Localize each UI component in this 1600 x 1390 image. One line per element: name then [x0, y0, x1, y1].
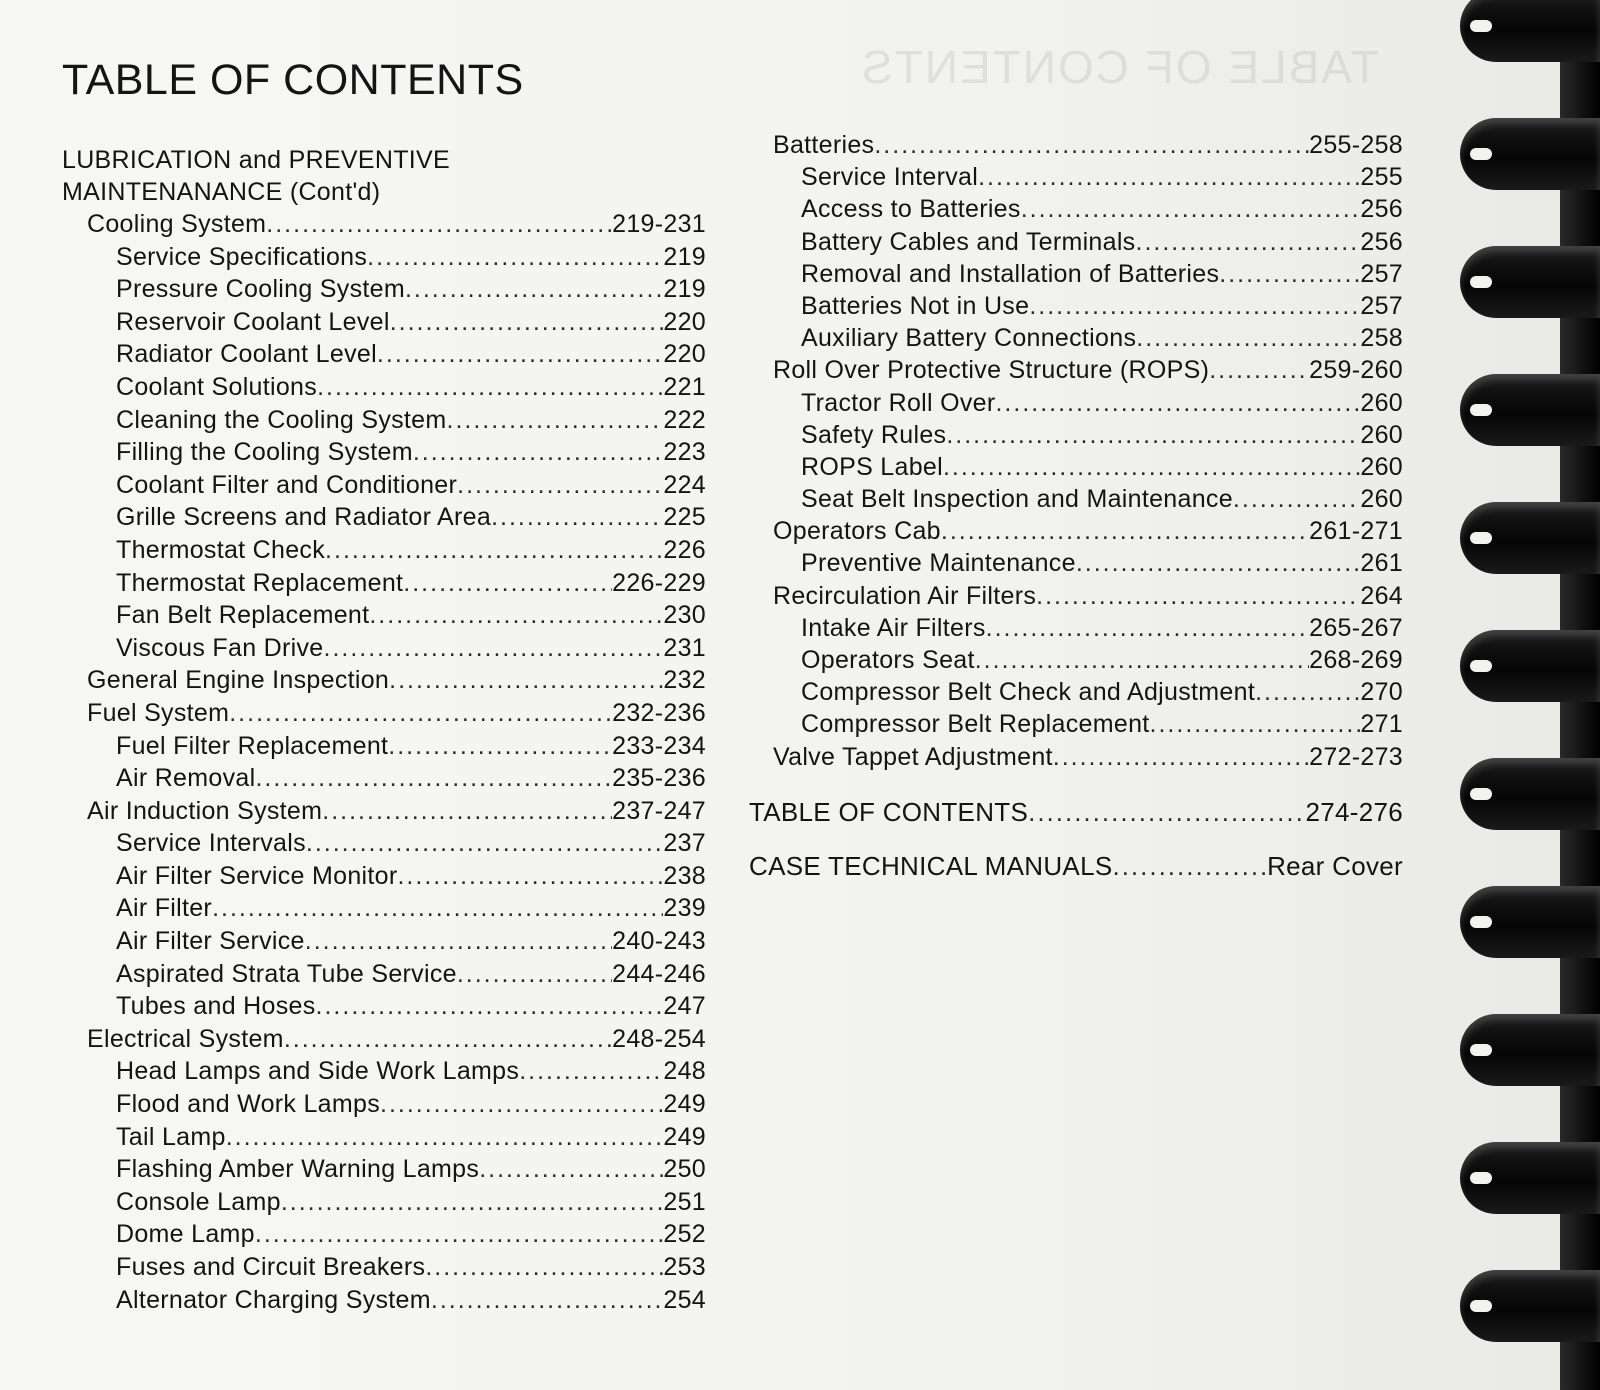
toc-entry-label: Valve Tappet Adjustment	[773, 742, 1053, 771]
leader-dots	[369, 601, 663, 630]
toc-entry-label: Air Filter Service	[116, 927, 305, 956]
toc-entry-page: 248	[663, 1057, 706, 1086]
leader-dots	[306, 829, 663, 858]
leader-dots	[1028, 797, 1305, 828]
toc-entry-label: Console Lamp	[116, 1187, 281, 1216]
leader-dots	[1233, 485, 1360, 514]
toc-entry	[773, 228, 1403, 260]
section-heading-line-1: LUBRICATION and PREVENTIVE	[62, 146, 450, 174]
leader-dots	[457, 471, 663, 500]
toc-entry	[62, 569, 706, 602]
toc-entry-label: Head Lamps and Side Work Lamps	[116, 1057, 520, 1086]
leader-dots	[317, 373, 663, 402]
leader-dots	[986, 614, 1310, 643]
toc-entry-label: Coolant Filter and Conditioner	[116, 470, 458, 499]
toc-entry-page: 220	[663, 340, 706, 369]
leader-dots	[941, 517, 1309, 546]
leader-dots	[1053, 743, 1309, 772]
bleed-through-text: TABLE OF CONTENTS	[860, 41, 1379, 93]
toc-entry	[62, 764, 706, 797]
toc-entry-label: Cleaning the Cooling System	[116, 405, 447, 434]
toc-entry-page: 219-231	[612, 210, 706, 238]
toc-entry	[62, 1155, 706, 1188]
toc-entry-label: CASE TECHNICAL MANUALS	[749, 850, 1113, 881]
toc-entry-page: 256	[1360, 195, 1403, 224]
section-heading-line-2: MAINTENANANCE (Cont'd)	[62, 178, 381, 206]
toc-entry-page: 223	[663, 438, 706, 467]
toc-entry-page: 237	[663, 829, 706, 858]
toc-entry-page: 232	[663, 666, 706, 695]
toc-entry-page: 260	[1360, 388, 1403, 417]
toc-entry	[773, 131, 1403, 163]
toc-entry-label: Seat Belt Inspection and Maintenance	[801, 485, 1233, 514]
toc-entry-label: Air Filter Service Monitor	[116, 861, 398, 890]
leader-dots	[519, 1057, 663, 1086]
toc-entry	[62, 666, 706, 699]
toc-entry-page: 260	[1360, 452, 1403, 481]
toc-entry-page: 219	[663, 275, 706, 304]
leader-dots	[1076, 549, 1361, 578]
toc-entry-page: 251	[663, 1187, 706, 1216]
toc-entry-page: 238	[663, 861, 706, 890]
toc-entry-page: 240-243	[612, 927, 706, 956]
toc-entry	[773, 453, 1403, 485]
toc-entry-label: TABLE OF CONTENTS	[749, 796, 1029, 827]
toc-entry-label: Compressor Belt Check and Adjustment	[801, 678, 1256, 707]
toc-entry-page: Rear Cover	[1267, 850, 1403, 881]
toc-entry-page: 271	[1360, 710, 1403, 739]
leader-dots	[403, 569, 612, 598]
toc-entry-label: Fuel Filter Replacement	[116, 731, 389, 760]
toc-entry-page: 274-276	[1305, 796, 1403, 827]
leader-dots	[1136, 324, 1360, 353]
toc-entry-page: 249	[663, 1122, 706, 1151]
toc-entry	[62, 797, 706, 830]
leader-dots	[281, 1188, 664, 1217]
toc-entry-label: Batteries	[773, 131, 875, 159]
toc-entry-label: Grille Screens and Radiator Area	[116, 503, 492, 532]
binding-ring	[1460, 118, 1600, 190]
toc-entry-label: Tubes and Hoses	[116, 992, 316, 1021]
leader-dots	[380, 1090, 663, 1119]
binding-ring	[1460, 374, 1600, 446]
toc-entry-page: 257	[1360, 291, 1403, 320]
leader-dots	[1255, 678, 1360, 707]
toc-entry-page: 233-234	[612, 731, 706, 760]
toc-entry	[773, 582, 1403, 614]
toc-entry	[62, 960, 706, 993]
toc-entry	[62, 210, 706, 243]
toc-entry-page: 222	[663, 405, 706, 434]
binding-ring	[1460, 246, 1600, 318]
toc-entry-label: Access to Batteries	[801, 195, 1021, 224]
leader-dots	[1036, 582, 1360, 611]
toc-entry	[62, 243, 706, 276]
toc-entry	[62, 373, 706, 406]
toc-left-column	[62, 146, 706, 1318]
toc-entry-label: Intake Air Filters	[801, 613, 986, 642]
toc-entry-label: Batteries Not in Use	[801, 291, 1030, 320]
toc-entry	[62, 992, 706, 1025]
leader-dots	[1209, 356, 1309, 385]
toc-list-right	[773, 131, 1403, 775]
toc-entry-page: 230	[663, 601, 706, 630]
leader-dots	[943, 453, 1360, 482]
toc-entry	[62, 829, 706, 862]
toc-entry-page: 264	[1360, 581, 1403, 610]
toc-entry-page: 226	[663, 535, 706, 564]
toc-entry	[62, 1090, 706, 1123]
toc-entry-label: Compressor Belt Replacement	[801, 710, 1150, 739]
toc-entry	[62, 438, 706, 471]
toc-entry	[773, 163, 1403, 195]
toc-entry	[62, 699, 706, 732]
leader-dots	[266, 210, 612, 239]
toc-entry-label: Service Intervals	[116, 829, 306, 858]
toc-entry	[62, 503, 706, 536]
leader-dots	[229, 699, 612, 728]
toc-list-major	[749, 796, 1403, 883]
toc-entry-page: 225	[663, 503, 706, 532]
toc-entry-page: 244-246	[612, 959, 706, 988]
binding-ring	[1460, 630, 1600, 702]
toc-entry-page: 255-258	[1309, 131, 1403, 159]
leader-dots	[431, 1286, 663, 1315]
toc-entry-label: ROPS Label	[801, 452, 943, 481]
toc-entry	[773, 678, 1403, 710]
toc-entry-label: Reservoir Coolant Level	[116, 307, 390, 336]
toc-entry-page: 257	[1360, 259, 1403, 288]
toc-entry-label: Viscous Fan Drive	[116, 633, 324, 662]
toc-entry-page: 252	[663, 1220, 706, 1249]
toc-entry-label: Preventive Maintenance	[801, 549, 1076, 578]
toc-entry-label: Fuel System	[87, 698, 230, 727]
binding-ring	[1460, 758, 1600, 830]
toc-entry-page: 248-254	[612, 1024, 706, 1053]
leader-dots	[389, 666, 663, 695]
leader-dots	[1150, 710, 1361, 739]
toc-entry	[62, 340, 706, 373]
binding-ring	[1460, 886, 1600, 958]
toc-entry-label: Operators Cab	[773, 517, 941, 546]
toc-entry	[62, 601, 706, 634]
toc-entry-label: Dome Lamp	[116, 1220, 255, 1249]
leader-dots	[212, 894, 663, 923]
toc-list-left	[62, 210, 706, 1318]
toc-entry	[773, 549, 1403, 581]
toc-entry-page: 239	[663, 894, 706, 923]
toc-entry-page: 272-273	[1309, 742, 1403, 771]
toc-entry	[62, 471, 706, 504]
toc-entry-page: 253	[663, 1253, 706, 1281]
toc-entry-label: General Engine Inspection	[87, 666, 390, 695]
toc-entry	[773, 421, 1403, 453]
leader-dots	[491, 503, 663, 532]
leader-dots	[284, 1025, 612, 1054]
toc-entry	[62, 927, 706, 960]
toc-entry	[62, 732, 706, 765]
binding-ring	[1460, 502, 1600, 574]
toc-entry	[773, 517, 1403, 549]
toc-entry-page: 260	[1360, 420, 1403, 449]
toc-entry	[773, 260, 1403, 292]
toc-entry-label: Air Induction System	[87, 796, 323, 825]
leader-dots	[325, 536, 663, 565]
toc-entry-label: Thermostat Replacement	[116, 568, 404, 597]
leader-dots	[324, 634, 664, 663]
toc-entry	[62, 862, 706, 895]
binding-ring	[1460, 1270, 1600, 1342]
binding-ring	[1460, 1014, 1600, 1086]
toc-entry-label: Pressure Cooling System	[116, 275, 405, 304]
toc-entry-page: 261	[1360, 549, 1403, 578]
toc-entry-page: 249	[663, 1090, 706, 1119]
leader-dots	[367, 243, 663, 272]
toc-entry-label: Air Filter	[116, 894, 213, 923]
toc-entry-page: 235-236	[612, 764, 706, 793]
binding-ring	[1460, 1142, 1600, 1214]
toc-entry	[62, 406, 706, 439]
toc-entry	[749, 851, 1403, 883]
toc-entry-label: Operators Seat	[801, 646, 975, 674]
leader-dots	[995, 389, 1360, 418]
leader-dots	[226, 1123, 664, 1152]
toc-entry	[62, 536, 706, 569]
toc-entry	[773, 614, 1403, 646]
toc-entry-label: Recirculation Air Filters	[773, 581, 1037, 610]
leader-dots	[975, 646, 1309, 675]
toc-entry	[62, 308, 706, 341]
toc-entry	[62, 1123, 706, 1156]
leader-dots	[255, 764, 612, 793]
toc-entry	[62, 634, 706, 667]
leader-dots	[413, 438, 664, 467]
toc-entry	[62, 275, 706, 308]
toc-entry-page: 231	[663, 633, 706, 662]
toc-entry-label: Radiator Coolant Level	[116, 340, 377, 369]
toc-entry-page: 219	[663, 242, 706, 271]
toc-entry-label: Service Interval	[801, 163, 979, 192]
toc-entry-page: 260	[1360, 485, 1403, 514]
leader-dots	[405, 275, 663, 304]
toc-entry	[773, 485, 1403, 517]
toc-entry	[749, 797, 1403, 829]
toc-entry-label: Filling the Cooling System	[116, 438, 413, 467]
toc-entry	[62, 1057, 706, 1090]
toc-entry-label: Tractor Roll Over	[801, 388, 996, 417]
leader-dots	[397, 862, 663, 891]
toc-entry-page: 270	[1360, 678, 1403, 707]
toc-entry	[62, 1188, 706, 1221]
toc-entry-page: 256	[1360, 227, 1403, 256]
toc-entry	[773, 356, 1403, 388]
toc-entry-label: Service Specifications	[116, 242, 368, 271]
toc-entry-page: 261-271	[1309, 517, 1403, 546]
leader-dots	[305, 927, 612, 956]
toc-entry-label: Electrical System	[87, 1024, 284, 1053]
toc-entry-page: 221	[663, 372, 706, 401]
leader-dots	[316, 992, 664, 1021]
toc-entry-label: Battery Cables and Terminals	[801, 227, 1136, 256]
leader-dots	[425, 1253, 663, 1282]
leader-dots	[874, 131, 1309, 160]
leader-dots	[447, 406, 664, 435]
toc-entry-page: 255	[1360, 163, 1403, 192]
toc-entry	[773, 710, 1403, 742]
leader-dots	[1112, 851, 1267, 882]
toc-entry-page: 265-267	[1309, 613, 1403, 642]
toc-entry	[62, 1286, 706, 1319]
toc-entry-label: Flashing Amber Warning Lamps	[116, 1155, 480, 1184]
toc-entry-page: 226-229	[612, 568, 706, 597]
leader-dots	[322, 797, 612, 826]
toc-entry-label: Air Removal	[116, 764, 256, 793]
toc-entry	[773, 324, 1403, 356]
leader-dots	[1219, 260, 1360, 289]
leader-dots	[1029, 292, 1360, 321]
toc-entry-page: 250	[663, 1155, 706, 1184]
leader-dots	[390, 308, 664, 337]
toc-entry-label: Coolant Solutions	[116, 372, 318, 401]
toc-entry-label: Cooling System	[87, 210, 267, 238]
binding-ring	[1460, 0, 1600, 62]
page-title: TABLE OF CONTENTS	[62, 56, 524, 104]
toc-entry-label: Roll Over Protective Structure (ROPS)	[773, 356, 1210, 385]
leader-dots	[388, 732, 612, 761]
toc-entry-page: 247	[663, 992, 706, 1021]
toc-entry	[773, 292, 1403, 324]
toc-entry-label: Fan Belt Replacement	[116, 601, 370, 630]
toc-entry-label: Tail Lamp	[116, 1122, 226, 1151]
toc-entry	[62, 1025, 706, 1058]
leader-dots	[377, 340, 663, 369]
toc-entry	[773, 195, 1403, 227]
toc-entry-page: 224	[663, 470, 706, 499]
toc-entry	[773, 389, 1403, 421]
toc-entry	[773, 646, 1403, 678]
toc-entry-page: 232-236	[612, 698, 706, 727]
toc-entry-label: Aspirated Strata Tube Service	[116, 959, 457, 988]
leader-dots	[978, 163, 1360, 192]
leader-dots	[457, 960, 612, 989]
leader-dots	[255, 1220, 664, 1249]
leader-dots	[479, 1155, 663, 1184]
toc-entry-page: 268-269	[1309, 646, 1403, 674]
toc-entry-label: Fuses and Circuit Breakers	[116, 1253, 426, 1281]
toc-entry	[62, 1253, 706, 1286]
toc-entry-label: Safety Rules	[801, 420, 947, 449]
leader-dots	[1136, 228, 1361, 257]
toc-entry-label: Flood and Work Lamps	[116, 1090, 380, 1119]
toc-entry-label: Alternator Charging System	[116, 1285, 431, 1314]
toc-entry-label: Removal and Installation of Batteries	[801, 259, 1220, 288]
toc-entry-page: 259-260	[1309, 356, 1403, 385]
toc-entry	[773, 743, 1403, 775]
toc-entry-page: 220	[663, 307, 706, 336]
toc-entry-label: Thermostat Check	[116, 535, 326, 564]
spiral-binding	[1450, 0, 1600, 1390]
toc-entry	[62, 1220, 706, 1253]
toc-entry-page: 258	[1360, 324, 1403, 353]
toc-entry-page: 237-247	[612, 796, 706, 825]
toc-entry	[62, 894, 706, 927]
leader-dots	[946, 421, 1360, 450]
toc-right-column	[749, 131, 1403, 883]
toc-entry-page: 254	[663, 1285, 706, 1314]
toc-entry-label: Auxiliary Battery Connections	[801, 324, 1137, 353]
leader-dots	[1021, 195, 1361, 224]
